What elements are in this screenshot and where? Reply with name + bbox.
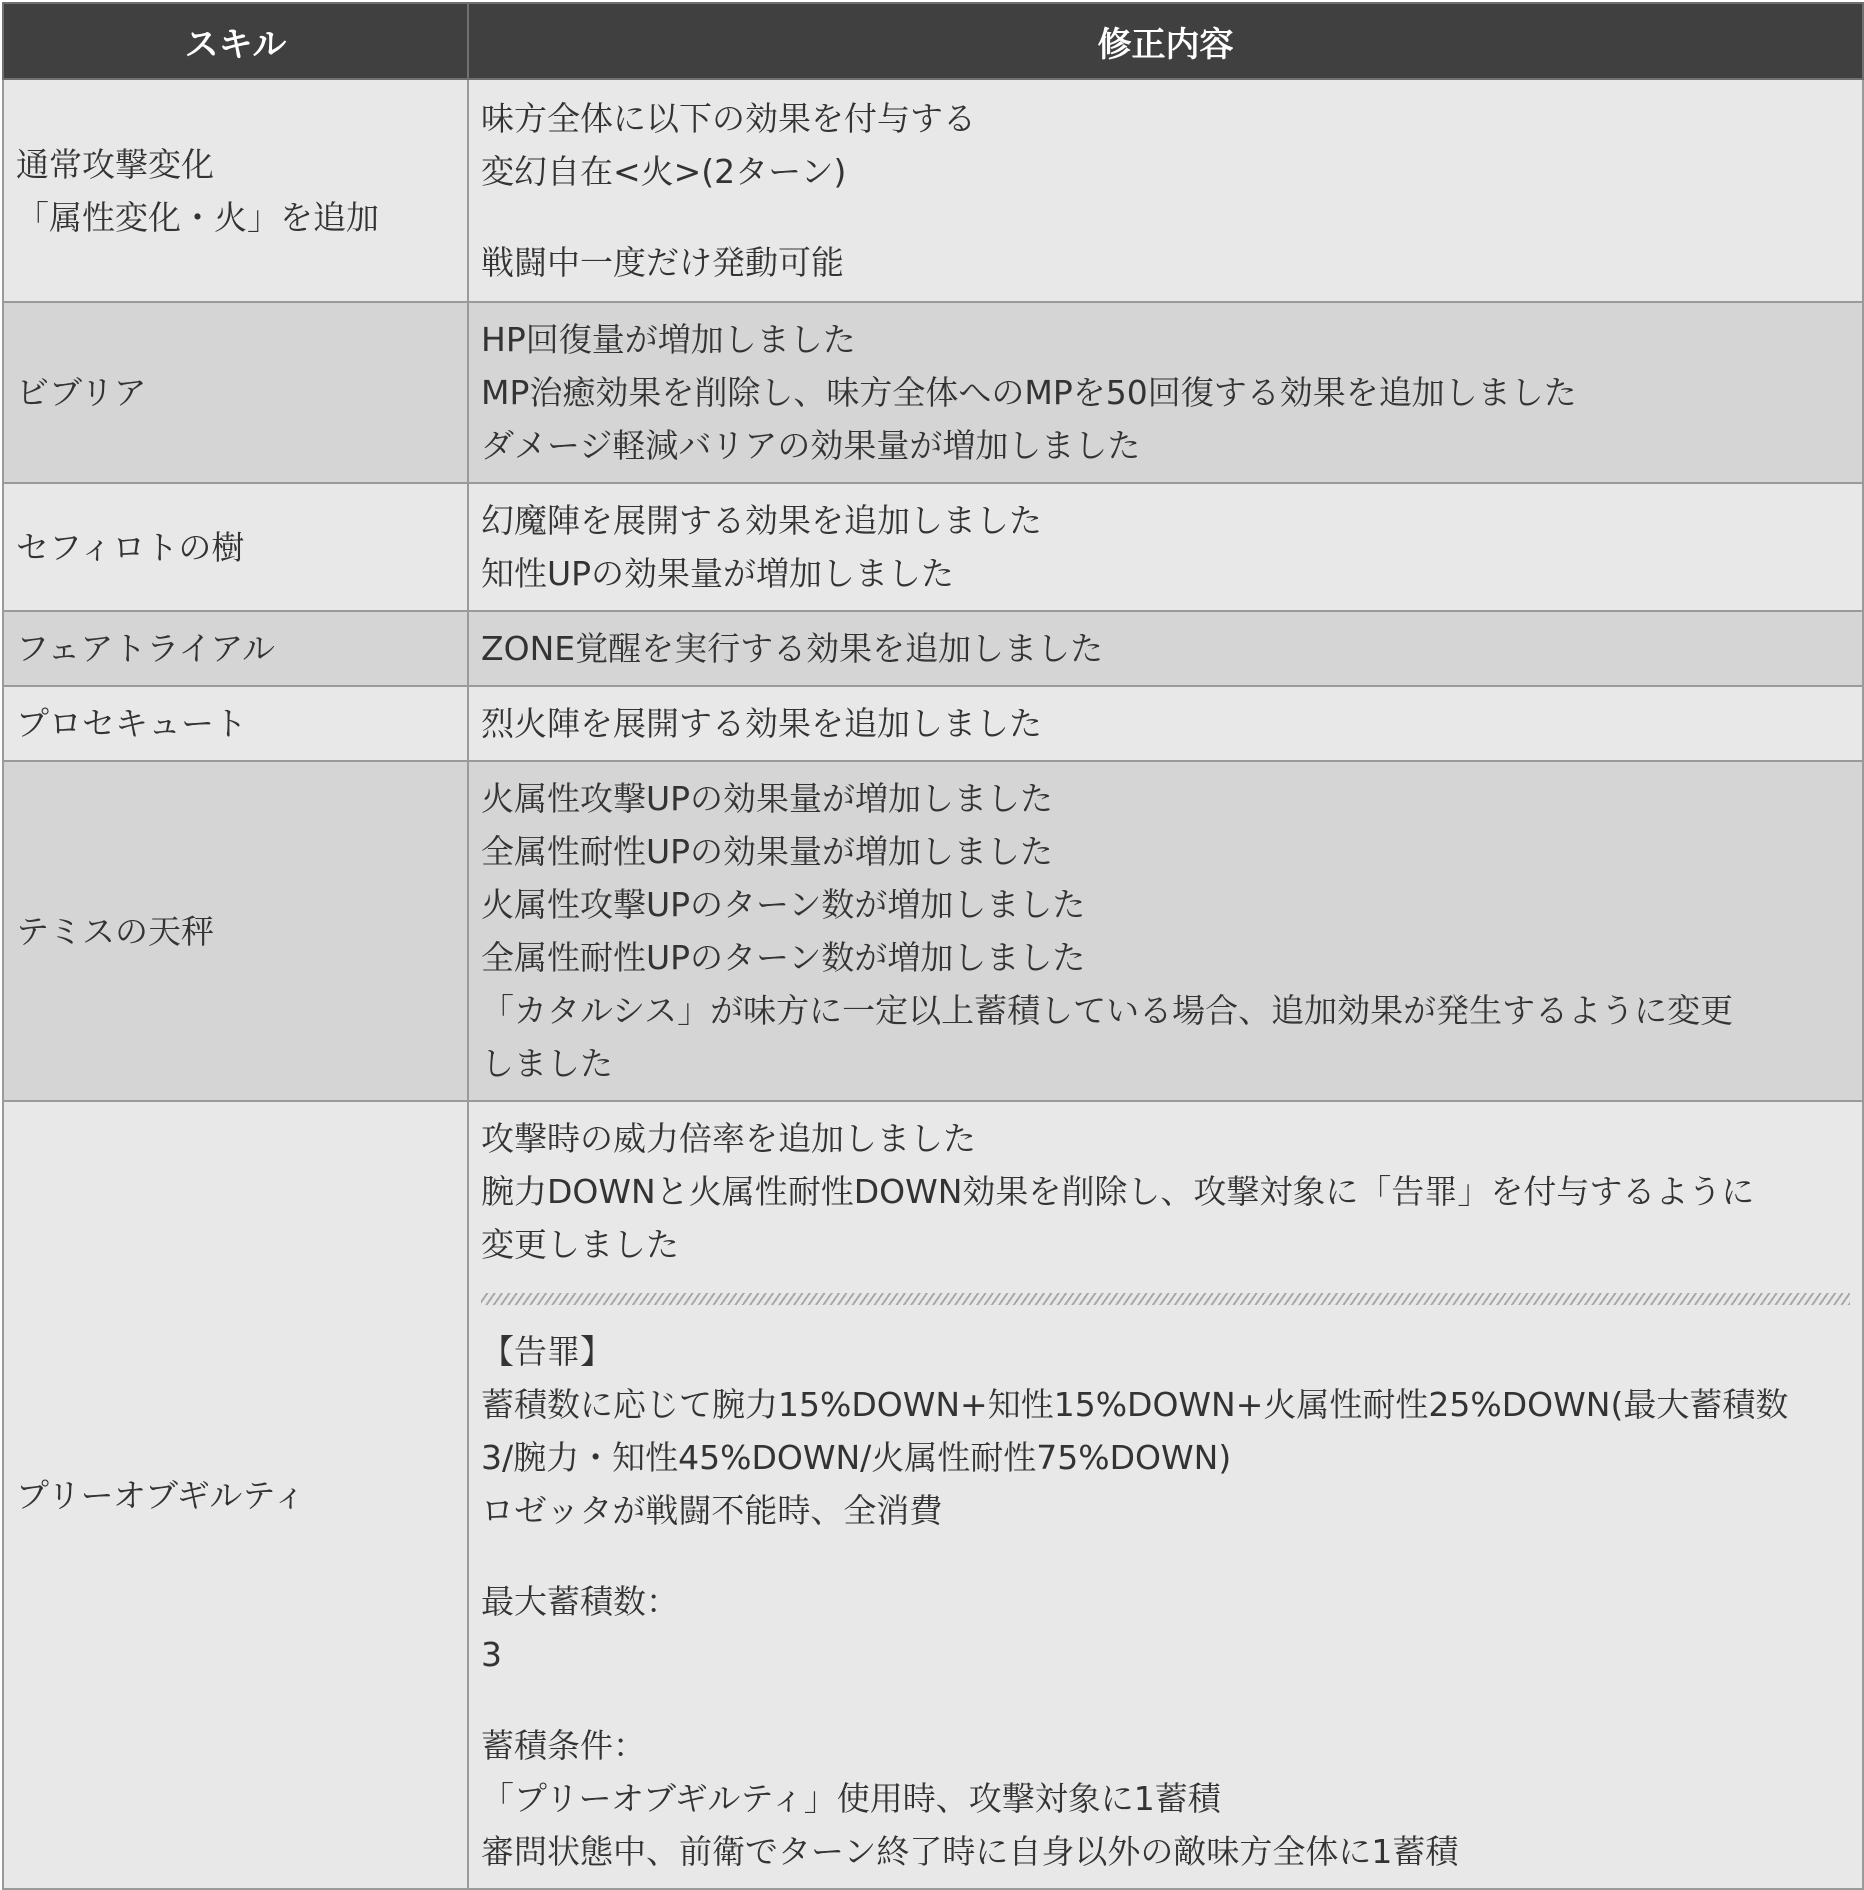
description-line: 戦闘中一度だけ発動可能 [481, 243, 844, 282]
max-stack-label: 最大蓄積数： [481, 1582, 679, 1621]
detail-line: ロゼッタが戦闘不能時、全消費 [481, 1491, 943, 1530]
table-row [3, 79, 1863, 302]
header-changes: 修正内容 [468, 3, 1863, 79]
description-line: ダメージ軽減バリアの効果量が増加しました [481, 426, 1141, 465]
description-line: 攻撃時の威力倍率を追加しました [481, 1119, 976, 1158]
change-description-cell [468, 611, 1863, 686]
blank-spacer [481, 1537, 1850, 1575]
skill-name-cell: プロセキュート [3, 686, 468, 761]
condition-line: 「プリーオブギルティ」使用時、攻撃対象に1蓄積 [481, 1779, 1221, 1818]
change-description-cell [468, 761, 1863, 1101]
table-row [3, 761, 1863, 1101]
description-line: しました [481, 1044, 613, 1083]
description-line: 味方全体に以下の効果を付与する [481, 99, 976, 138]
change-description-cell [468, 302, 1863, 483]
skill-name-cell: ビブリア [3, 302, 468, 483]
change-description-cell [468, 79, 1863, 302]
condition-label: 蓄積条件： [481, 1726, 646, 1765]
skill-changes-table [2, 2, 1864, 1890]
skill-name-cell: プリーオブギルティ [3, 1101, 468, 1889]
description-line: 腕力DOWNと火属性耐性DOWN効果を削除し、攻撃対象に「告罪」を付与するように [481, 1172, 1755, 1211]
description-line: 幻魔陣を展開する効果を追加しました [481, 501, 1042, 540]
blank-spacer [481, 198, 1850, 236]
hatched-divider [481, 1293, 1850, 1305]
skill-name-cell [3, 79, 468, 302]
skill-name-cell: セフィロトの樹 [3, 483, 468, 611]
detail-line: 【告罪】 [481, 1332, 613, 1371]
table-header-row [3, 3, 1863, 79]
description-line: 烈火陣を展開する効果を追加しました [481, 704, 1042, 743]
table-row [3, 302, 1863, 483]
description-line: 全属性耐性UPの効果量が増加しました [481, 832, 1054, 871]
description-line: 「カタルシス」が味方に一定以上蓄積している場合、追加効果が発生するように変更 [481, 991, 1734, 1030]
skill-name-cell: フェアトライアル [3, 611, 468, 686]
description-line: 変更しました [481, 1225, 679, 1264]
skill-name-line: 通常攻撃変化 [16, 144, 214, 184]
change-description-cell [468, 1101, 1863, 1889]
header-skill: スキル [3, 3, 468, 79]
change-description-cell [468, 686, 1863, 761]
description-line: HP回復量が増加しました [481, 320, 856, 359]
change-description-cell [468, 483, 1863, 611]
table-row [3, 483, 1863, 611]
skill-name-cell: テミスの天秤 [3, 761, 468, 1101]
table-row [3, 611, 1863, 686]
detail-line: 3/腕力・知性45%DOWN/火属性耐性75%DOWN) [481, 1438, 1232, 1477]
skill-name-line: 「属性変化・火」を追加 [16, 197, 379, 237]
blank-spacer [481, 1681, 1850, 1719]
description-line: 知性UPの効果量が増加しました [481, 554, 955, 593]
detail-line: 蓄積数に応じて腕力15%DOWN+知性15%DOWN+火属性耐性25%DOWN(最大蓄積数 [481, 1385, 1789, 1424]
description-line: ZONE覚醒を実行する効果を追加しました [481, 629, 1104, 668]
description-line: 変幻自在<火>(2ターン) [481, 152, 847, 191]
description-line: MP治癒効果を削除し、味方全体へのMPを50回復する効果を追加しました [481, 373, 1577, 412]
max-stack-value: 3 [481, 1635, 502, 1674]
description-line: 火属性攻撃UPのターン数が増加しました [481, 885, 1086, 924]
table-row [3, 1101, 1863, 1889]
description-line: 全属性耐性UPのターン数が増加しました [481, 938, 1086, 977]
condition-line: 審問状態中、前衛でターン終了時に自身以外の敵味方全体に1蓄積 [481, 1832, 1459, 1871]
table-row [3, 686, 1863, 761]
description-line: 火属性攻撃UPの効果量が増加しました [481, 779, 1054, 818]
